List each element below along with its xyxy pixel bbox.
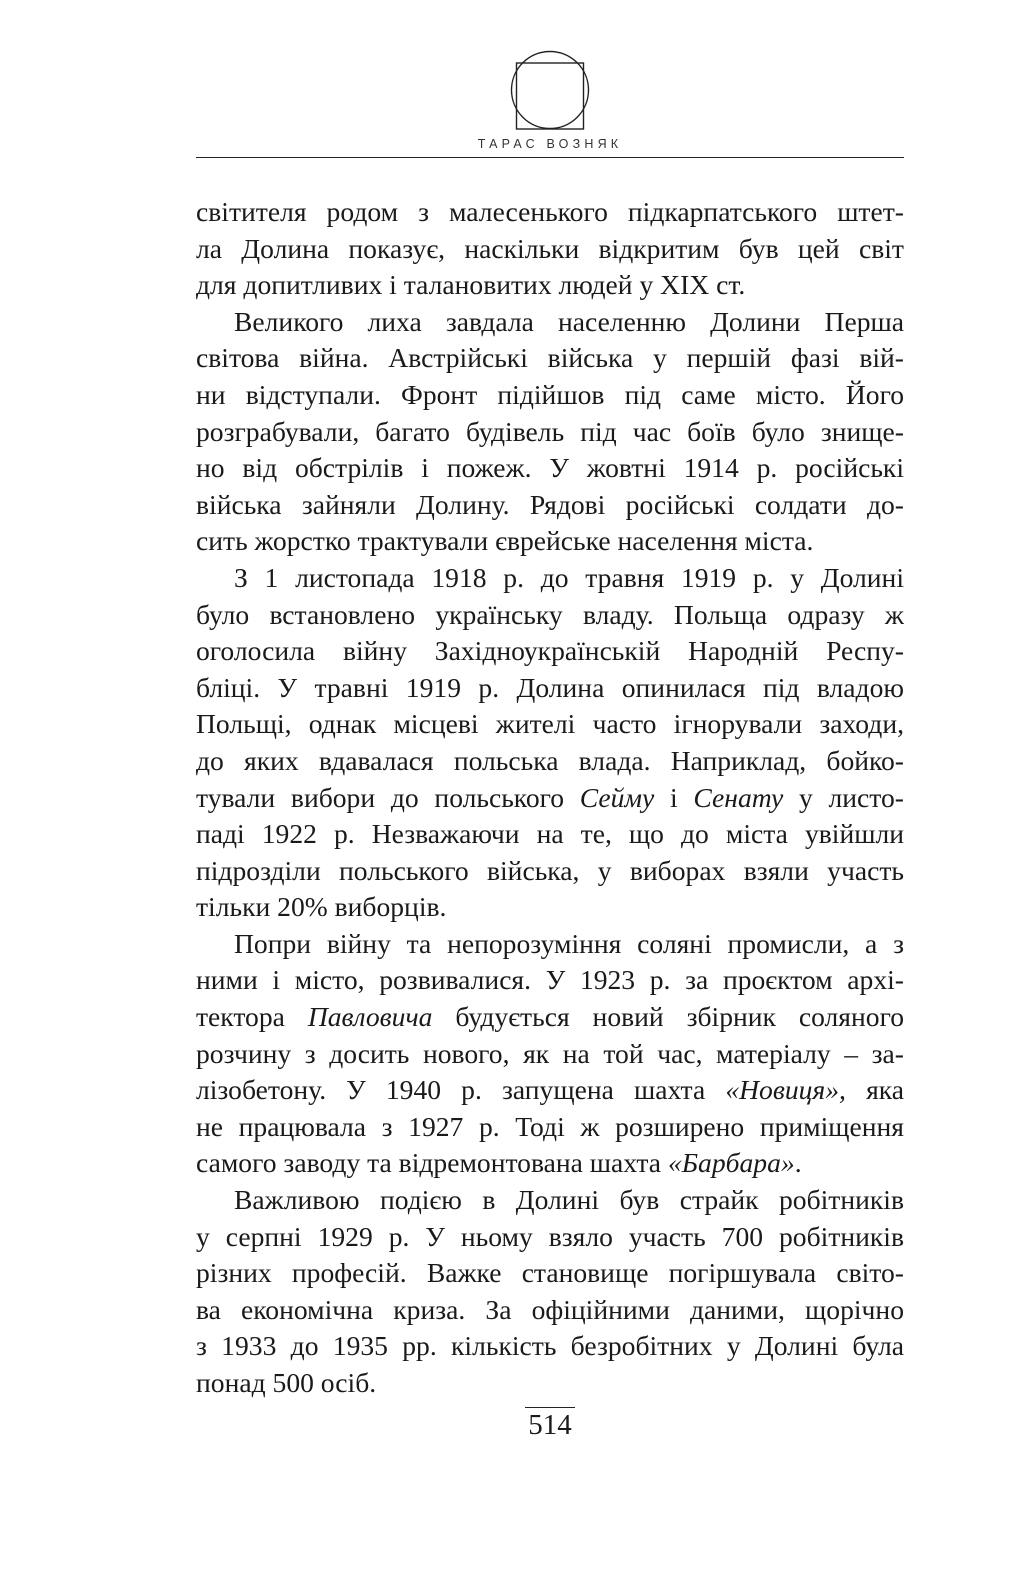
text-line: [196, 1036, 904, 1073]
header-divider: [196, 157, 904, 158]
text-line: [196, 633, 904, 670]
text-run: самого заводу та відремонтована шахта: [196, 1147, 668, 1179]
text-line: [196, 670, 904, 707]
text-line: [196, 1219, 904, 1256]
text-line: [196, 194, 904, 231]
text-line: [196, 267, 904, 304]
text-line: [196, 999, 904, 1036]
text-run: розграбували, багато будівель під час боїв було знище-: [196, 415, 904, 447]
text-line: [196, 414, 904, 451]
text-line: [196, 1365, 904, 1402]
text-run: паді 1922 р. Незважаючи на те, що до міста увійшли: [196, 818, 904, 850]
text-run: світова війна. Австрійські війська у першій фазі вій-: [196, 342, 904, 374]
text-line: [196, 706, 904, 743]
text-run: тували вибори до польського: [196, 781, 580, 813]
text-run: яка: [845, 1074, 904, 1106]
text-run: понад 500 осіб.: [196, 1367, 377, 1398]
text-line: [196, 1072, 904, 1109]
text-run: світителя родом з малесенького підкарпатського штет-: [196, 196, 904, 227]
text-run: було встановлено українську владу. Польща одразу ж: [196, 598, 904, 630]
text-line: [196, 1182, 904, 1219]
text-run: до яких вдавалася польська влада. Наприклад, бойко-: [196, 744, 904, 776]
text-line: [196, 340, 904, 377]
text-line: [196, 560, 904, 597]
text-line: [196, 1328, 904, 1365]
text-run: і: [654, 781, 694, 813]
text-line: [196, 523, 904, 560]
text-run: тектора: [196, 1001, 308, 1033]
text-run: Польщі, однак місцеві жителі часто ігнорували заходи,: [196, 708, 904, 740]
text-line: [196, 450, 904, 487]
text-run: лізобетону. У 1940 р. запущена шахта: [196, 1074, 726, 1106]
text-run: не працювала з 1927 р. Тоді ж розширено приміщення: [196, 1110, 904, 1142]
text-run: .: [794, 1147, 802, 1179]
text-run: підрозділи польського війська, у виборах взяли участь: [196, 854, 904, 886]
text-run: бліці. У травні 1919 р. Долина опинилася під владою: [196, 671, 904, 703]
italic-text: Сейму: [579, 781, 655, 813]
text-run: тільки 20% виборців.: [196, 891, 447, 923]
running-head: ТАРАС ВОЗНЯК: [477, 137, 623, 151]
text-run: у листо-: [783, 781, 904, 813]
text-run: ними і місто, розвивалися. У 1923 р. за проєктом архі-: [196, 964, 904, 996]
paragraph: [196, 1182, 904, 1402]
text-line: [196, 926, 904, 963]
text-line: [196, 1292, 904, 1329]
text-run: ла Долина показує, наскільки відкритим був цей світ: [196, 232, 904, 264]
page-number-container: [196, 1405, 904, 1445]
text-run: війська зайняли Долину. Рядові російські солдати до-: [196, 488, 904, 520]
text-run: Важливою подією в Долині був страйк робітників: [234, 1184, 904, 1216]
paragraph: [196, 194, 904, 304]
paragraph: [196, 304, 904, 560]
italic-text: Павловича: [307, 1001, 433, 1033]
text-line: [196, 1145, 904, 1182]
text-run: з 1933 до 1935 рр. кількість безробітних у Долині була: [196, 1330, 904, 1362]
text-run: будується новий збірник соляного: [432, 1001, 904, 1033]
body-text: [196, 194, 904, 1402]
text-line: [196, 377, 904, 414]
text-line: [196, 1255, 904, 1292]
text-line: [196, 962, 904, 999]
text-run: різних професій. Важке становище погіршувала світо-: [196, 1257, 904, 1289]
text-run: Попри війну та непорозуміння соляні промисли, а з: [234, 927, 904, 959]
text-line: [196, 231, 904, 268]
text-run: ни відступали. Фронт підійшов під саме місто. Його: [196, 378, 904, 410]
text-run: З 1 листопада 1918 р. до травня 1919 р. у Долині: [234, 561, 904, 593]
text-run: ва економічна криза. За офіційними даними, щорічно: [196, 1293, 904, 1325]
header-emblem-icon: [510, 50, 590, 130]
text-line: [196, 816, 904, 853]
paragraph: [196, 560, 904, 926]
text-run: сить жорстко трактували єврейське населення міста.: [196, 525, 814, 557]
text-line: [196, 597, 904, 634]
text-line: [196, 1109, 904, 1146]
text-run: для допитливих і талановитих людей у XIX ст.: [196, 269, 746, 301]
text-line: [196, 304, 904, 341]
text-line: [196, 853, 904, 890]
text-run: оголосила війну Західноукраїнській Народній Респу-: [196, 635, 904, 667]
italic-text: «Барбара»: [667, 1147, 795, 1179]
text-line: [196, 743, 904, 780]
text-run: у серпні 1929 р. У ньому взяло участь 700 робітників: [196, 1220, 904, 1252]
text-run: Великого лиха завдала населенню Долини Перша: [234, 305, 904, 337]
italic-text: Сенату: [693, 781, 784, 813]
text-line: [196, 780, 904, 817]
text-line: [196, 487, 904, 524]
paragraph: [196, 926, 904, 1182]
text-run: розчину з досить нового, як на той час, матеріалу – за-: [196, 1037, 904, 1069]
page-number: 514: [525, 1407, 575, 1442]
text-run: но від обстрілів і пожеж. У жовтні 1914 р. російські: [196, 452, 904, 484]
text-line: [196, 889, 904, 926]
italic-text: «Новиця»,: [725, 1074, 846, 1106]
